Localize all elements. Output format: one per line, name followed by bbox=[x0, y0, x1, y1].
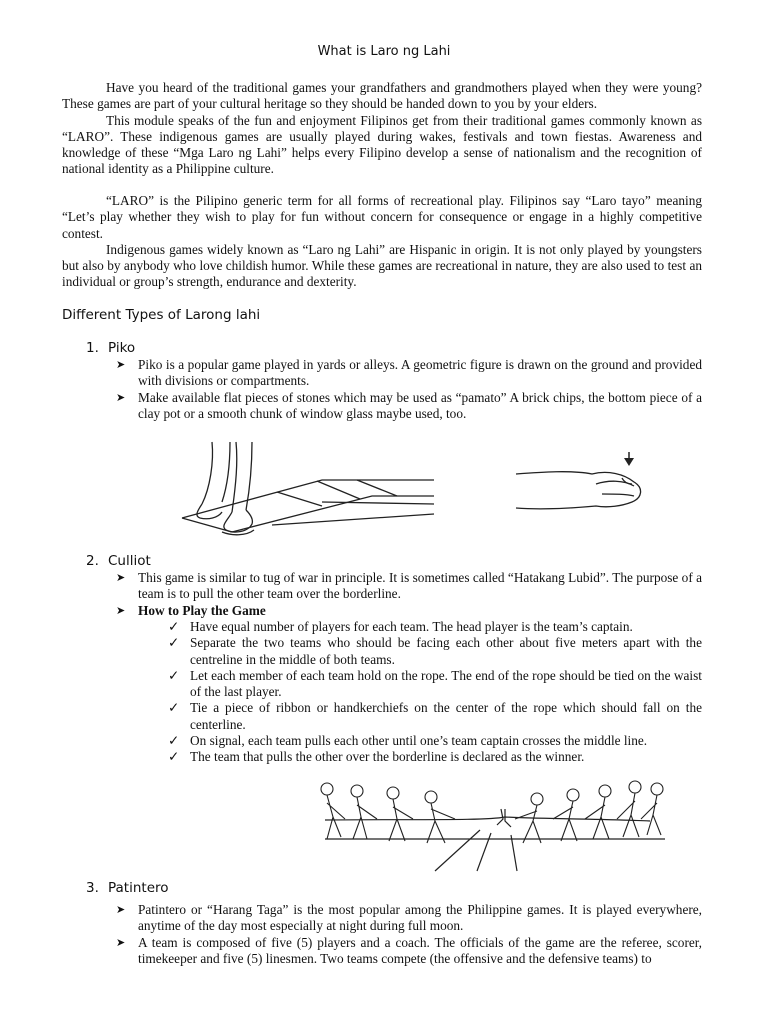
game-name: Patintero bbox=[108, 880, 169, 896]
hand-holding-stone-illustration bbox=[512, 450, 652, 522]
list-item: ➤ Piko is a popular game played in yards or alleys. A geometric figure is drawn on the ground and provided with divisions or compartments. bbox=[116, 357, 702, 389]
check-mark-icon: ✓ bbox=[168, 733, 180, 749]
check-mark-icon: ✓ bbox=[168, 749, 180, 765]
culliot-bullets bbox=[116, 570, 702, 619]
culliot-steps bbox=[168, 619, 702, 766]
game-number: 1. bbox=[86, 340, 99, 356]
check-mark-icon: ✓ bbox=[168, 619, 180, 634]
intro-paragraph-4: Indigenous games widely known as “Laro ng Lahi” are Hispanic in origin. It is not only played by youngsters but also by anybody who love childish humor. While these games are recreational in nature, they are also used to test an individual or group’s strength, endurance and dexterity. bbox=[62, 241, 702, 290]
list-item: ➤ A team is composed of five (5) players and a coach. The officials of the game are the referee, scorer, timekeeper and five (5) linesmen. Two teams compete (the offensive and the defensive teams) to bbox=[116, 934, 702, 966]
intro-paragraph-2: This module speaks of the fun and enjoyment Filipinos get from their traditional games commonly known as “LARO”. These indigenous games are usually played during wakes, festivals and town fiestas. Awareness and knowledge of these “Mga Laro ng Lahi” helps every Filipino develop a sense of nationalism and the recognition of national identity as a Philippine culture. bbox=[62, 112, 702, 177]
check-mark-icon: ✓ bbox=[168, 700, 180, 716]
list-item: ➤ Make available flat pieces of stones which may be used as “pamato” A brick chips, the bottom piece of a clay pot or a smooth chunk of window glass maybe used, too. bbox=[116, 389, 702, 421]
intro-paragraph-1: Have you heard of the traditional games your grandfathers and grandmothers played when they were young? These games are part of your cultural heritage so they should be handed down to you by your elders. bbox=[62, 80, 702, 112]
section-heading: Different Types of Larong lahi bbox=[62, 307, 261, 323]
arrowhead-bullet-icon: ➤ bbox=[116, 391, 126, 404]
arrowhead-bullet-icon: ➤ bbox=[116, 359, 126, 371]
arrowhead-bullet-icon: ➤ bbox=[116, 936, 126, 949]
list-item: ✓ On signal, each team pulls each other until one’s team captain crosses the middle line. bbox=[168, 733, 648, 749]
list-item: ✓ Have equal number of players for each team. The head player is the team’s captain. bbox=[168, 619, 633, 634]
list-item: ➤ Patintero or “Harang Taga” is the most popular among the Philippine games. It is played everywhere, anytime of the day most especially at night during full moon. bbox=[116, 902, 702, 934]
list-item: ✓ Separate the two teams who should be facing each other about five meters apart with the centreline in the middle of both teams. bbox=[168, 635, 702, 667]
list-item: ➤ This game is similar to tug of war in principle. It is sometimes called “Hatakang Lubid”. The purpose of a team is to pull the other team over the borderline. bbox=[116, 570, 702, 602]
game-heading-piko bbox=[86, 340, 135, 356]
game-name: Piko bbox=[108, 340, 136, 356]
how-to-play-heading: How to Play the Game bbox=[138, 602, 266, 618]
game-number: 2. bbox=[86, 553, 99, 569]
game-number: 3. bbox=[86, 880, 99, 896]
arrowhead-bullet-icon: ➤ bbox=[116, 572, 126, 584]
intro-paragraphs bbox=[62, 80, 702, 178]
game-name: Culliot bbox=[108, 553, 151, 569]
piko-bullets bbox=[116, 357, 702, 422]
list-item: ✓ Tie a piece of ribbon or handkerchiefs on the center of the rope which should fall on the centerline. bbox=[168, 700, 702, 732]
check-mark-icon: ✓ bbox=[168, 635, 180, 651]
list-item: ✓ The team that pulls the other over the borderline is declared as the winner. bbox=[168, 749, 585, 765]
check-mark-icon: ✓ bbox=[168, 667, 180, 683]
tug-of-war-illustration bbox=[305, 775, 670, 873]
intro-paragraph-3: “LARO” is the Pilipino generic term for all forms of recreational play. Filipinos say “Laro tayo” meaning “Let’s play whether they wish to play for fun without concern for consequence or engage in a highly competitive contest. bbox=[62, 193, 702, 241]
page-title: What is Laro ng Lahi bbox=[317, 44, 451, 59]
list-item: ✓ Let each member of each team hold on the rope. The end of the rope should be tied on the waist of the last player. bbox=[168, 667, 702, 700]
intro-paragraphs-2 bbox=[62, 193, 702, 291]
game-heading-culliot bbox=[86, 553, 151, 569]
game-heading-patintero bbox=[86, 880, 169, 896]
piko-foot-illustration bbox=[172, 440, 442, 540]
patintero-bullets bbox=[116, 902, 702, 967]
arrowhead-bullet-icon: ➤ bbox=[116, 604, 126, 617]
list-item bbox=[116, 603, 702, 619]
arrowhead-bullet-icon: ➤ bbox=[116, 904, 126, 916]
